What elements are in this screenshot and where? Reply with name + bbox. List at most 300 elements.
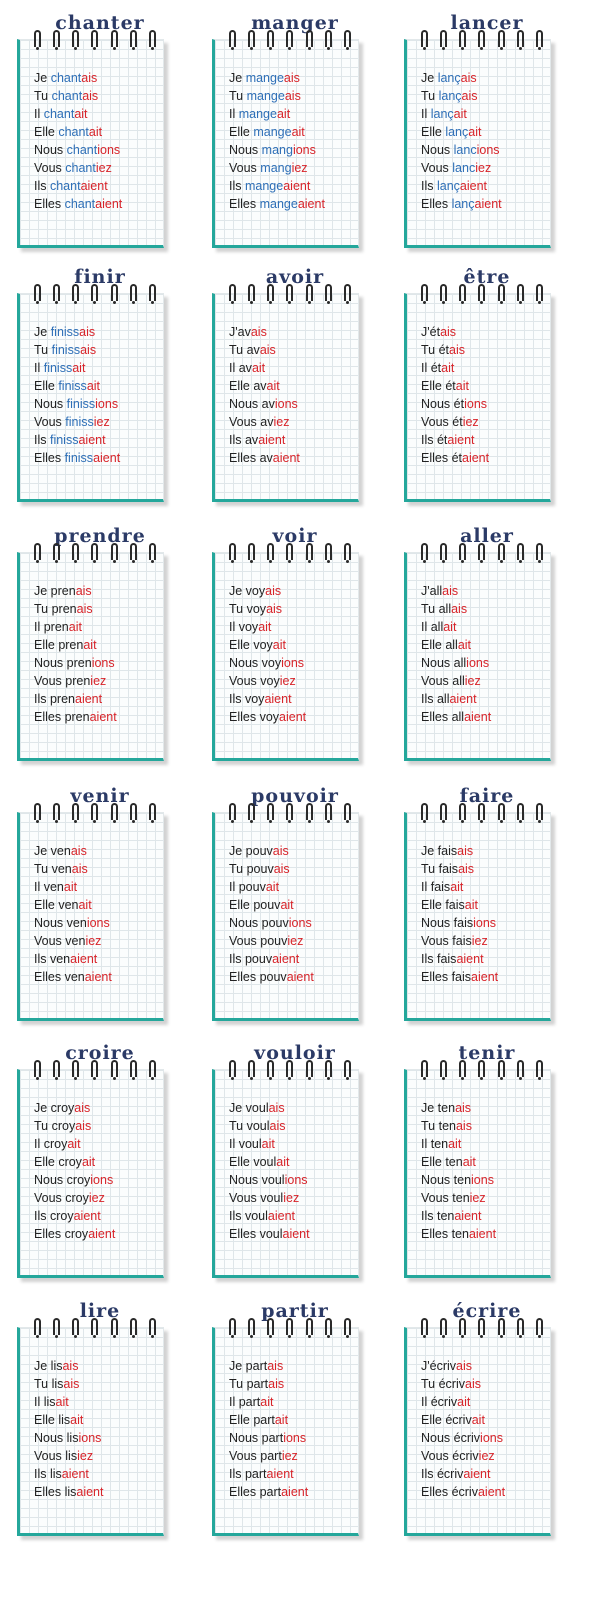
spiral-rings (229, 284, 351, 304)
conjugation-line (229, 1225, 310, 1243)
pronoun-stem: Tu ten (421, 1119, 456, 1133)
spiral-rings (229, 1060, 351, 1080)
verb-ending: ait (274, 1413, 289, 1427)
verb-ending: ais (272, 844, 289, 858)
spiral-ring-icon (325, 284, 332, 301)
conjugation-line (34, 932, 112, 950)
spiral-ring-icon (91, 1060, 98, 1077)
notebook-page (212, 1327, 359, 1536)
verb-ending: ait (464, 898, 478, 912)
conjugation-line (229, 1171, 310, 1189)
conjugation-line (421, 932, 498, 950)
spiral-ring-icon (517, 1060, 524, 1077)
conjugation-line (421, 1189, 496, 1207)
conjugation-line (229, 878, 314, 896)
conjugation-line (34, 177, 122, 195)
pronoun-stem: Tu all (421, 602, 452, 616)
pronoun-stem: Nous pren (34, 656, 92, 670)
conjugation-line (421, 1207, 496, 1225)
conjugation-line (421, 359, 489, 377)
pronoun-stem: Il croy (34, 1137, 68, 1151)
conjugation-line (229, 654, 306, 672)
conjugation-list (229, 69, 325, 213)
conjugation-line (34, 395, 120, 413)
pronoun-stem: Je voy (229, 584, 266, 598)
conjugation-line (229, 1117, 310, 1135)
verb-ending: ions (86, 916, 110, 930)
spiral-ring-icon (325, 803, 332, 820)
conjugation-line (34, 878, 112, 896)
verb-ending: aient (468, 1227, 497, 1241)
spiral-rings (34, 803, 156, 823)
spiral-ring-icon (149, 1318, 156, 1335)
conjugation-line (229, 159, 325, 177)
verb-ending: ais (268, 1377, 285, 1391)
spiral-ring-icon (149, 543, 156, 560)
conjugation-line (229, 1153, 310, 1171)
pronoun-stem: Elle ten (421, 1155, 463, 1169)
spiral-ring-icon (459, 30, 466, 47)
conjugation-line (421, 341, 489, 359)
verb-ending: aient (258, 433, 286, 447)
spiral-ring-icon (53, 284, 60, 301)
conjugation-line (34, 914, 112, 932)
verb-title: écrire (452, 1300, 522, 1322)
pronoun-stem: Elle ét (421, 379, 456, 393)
verb-card-11 (392, 785, 582, 1048)
verb-stem: chant (64, 197, 96, 211)
verb-ending: ais (265, 584, 282, 598)
pronoun-stem: Nous all (421, 656, 467, 670)
conjugation-line (229, 1429, 308, 1447)
conjugation-line (34, 690, 117, 708)
verb-ending: ions (466, 656, 490, 670)
spiral-ring-icon (267, 30, 274, 47)
verb-ending: aient (95, 197, 123, 211)
conjugation-line (229, 968, 314, 986)
verb-ending: ait (258, 620, 272, 634)
verb-ending: ait (266, 379, 280, 393)
conjugation-list (229, 1099, 310, 1243)
pronoun-stem: Elles croy (34, 1227, 89, 1241)
pronoun-stem: Elles pouv (229, 970, 287, 984)
pronoun-stem: Vous pouv (229, 934, 288, 948)
pronoun-stem: Vous voul (229, 1191, 284, 1205)
verb-card-3 (5, 266, 195, 529)
spiral-ring-icon (53, 30, 60, 47)
conjugation-line (34, 1429, 103, 1447)
conjugation-line (34, 1393, 103, 1411)
pronoun-stem: Elles (229, 197, 260, 211)
conjugation-line (229, 1099, 310, 1117)
conjugation-line (421, 600, 491, 618)
verb-ending: ait (67, 1137, 81, 1151)
verb-ending: iez (469, 1191, 486, 1205)
pronoun-stem: Ils lis (34, 1467, 62, 1481)
verb-ending: iez (478, 1449, 495, 1463)
conjugation-line (421, 323, 489, 341)
verb-stem: lanc (453, 143, 477, 157)
spiral-ring-icon (53, 543, 60, 560)
verb-stem: mange (259, 197, 298, 211)
verb-ending: ais (75, 1119, 92, 1133)
notebook-page (17, 812, 164, 1021)
conjugation-line (229, 395, 300, 413)
pronoun-stem: Vous pren (34, 674, 91, 688)
spiral-ring-icon (130, 543, 137, 560)
spiral-ring-icon (111, 803, 118, 820)
conjugation-list (34, 582, 117, 726)
pronoun-stem: Il voy (229, 620, 259, 634)
pronoun-stem: Je fais (421, 844, 458, 858)
conjugation-line (34, 842, 112, 860)
verb-ending: aient (76, 1485, 104, 1499)
spiral-ring-icon (536, 803, 543, 820)
pronoun-stem: Nous (421, 143, 454, 157)
verb-stem: finiss (49, 433, 79, 447)
spiral-ring-icon (344, 30, 351, 47)
verb-ending: aient (471, 970, 499, 984)
verb-title: lire (79, 1300, 121, 1322)
pronoun-stem: Elles (34, 197, 65, 211)
conjugation-line (34, 896, 112, 914)
verb-ending: ais (268, 1101, 285, 1115)
conjugation-list (421, 1357, 505, 1501)
verb-card-15 (5, 1300, 195, 1563)
spiral-ring-icon (498, 803, 505, 820)
spiral-ring-icon (149, 30, 156, 47)
spiral-ring-icon (440, 803, 447, 820)
pronoun-stem: Elles av (229, 451, 273, 465)
pronoun-stem: Elle all (421, 638, 458, 652)
spiral-ring-icon (72, 284, 79, 301)
spiral-ring-icon (344, 1318, 351, 1335)
pronoun-stem: Elle part (229, 1413, 275, 1427)
pronoun-stem: Ils fais (421, 952, 457, 966)
conjugation-line (34, 141, 122, 159)
conjugation-line (229, 449, 300, 467)
spiral-ring-icon (459, 1318, 466, 1335)
pronoun-stem: Elle av (229, 379, 267, 393)
spiral-ring-icon (53, 1318, 60, 1335)
spiral-rings (421, 30, 543, 50)
spiral-ring-icon (517, 1318, 524, 1335)
verb-ending: aient (75, 692, 103, 706)
verb-stem: lanç (430, 107, 454, 121)
verb-ending: ions (91, 656, 115, 670)
spiral-ring-icon (248, 284, 255, 301)
notebook-page (212, 39, 359, 248)
spiral-ring-icon (498, 30, 505, 47)
spiral-ring-icon (517, 543, 524, 560)
verb-ending: iez (88, 1191, 105, 1205)
pronoun-stem: Nous (34, 143, 67, 157)
spiral-ring-icon (421, 803, 428, 820)
verb-ending: ait (261, 1137, 275, 1151)
pronoun-stem: Il all (421, 620, 444, 634)
conjugation-line (34, 449, 120, 467)
pronoun-stem: Il pren (34, 620, 69, 634)
notebook-page (404, 39, 551, 248)
spiral-rings (34, 1318, 156, 1338)
conjugation-line (421, 1135, 496, 1153)
notebook-page (17, 1069, 164, 1278)
verb-ending: aient (474, 197, 502, 211)
verb-stem: mange (245, 71, 284, 85)
verb-title: lancer (450, 12, 524, 34)
verb-ending: ait (55, 1395, 69, 1409)
conjugation-line (229, 69, 325, 87)
verb-title: être (463, 266, 511, 288)
spiral-ring-icon (344, 543, 351, 560)
pronoun-stem: J'ét (421, 325, 441, 339)
pronoun-stem: Elles (34, 451, 65, 465)
notebook-page (404, 552, 551, 761)
pronoun-stem: Elle lis (34, 1413, 71, 1427)
pronoun-stem: Elle croy (34, 1155, 82, 1169)
conjugation-line (421, 159, 502, 177)
conjugation-line (34, 1357, 103, 1375)
verb-stem: lanç (436, 179, 460, 193)
conjugation-line (229, 195, 325, 213)
spiral-ring-icon (229, 1060, 236, 1077)
pronoun-stem: Vous ten (421, 1191, 470, 1205)
pronoun-stem: Elle (34, 379, 59, 393)
pronoun-stem: Elles ét (421, 451, 462, 465)
pronoun-stem: Nous ét (421, 397, 465, 411)
verb-ending: aient (286, 970, 314, 984)
pronoun-stem: Nous fais (421, 916, 474, 930)
pronoun-stem: Il pouv (229, 880, 266, 894)
pronoun-stem: Vous lis (34, 1449, 78, 1463)
conjugation-line (421, 1483, 505, 1501)
verb-ending: aient (297, 197, 325, 211)
pronoun-stem: Tu voy (229, 602, 267, 616)
verb-stem: chant (51, 89, 83, 103)
spiral-ring-icon (72, 803, 79, 820)
pronoun-stem: Je ten (421, 1101, 456, 1115)
verb-ending: aient (283, 179, 311, 193)
pronoun-stem: Ils (229, 179, 245, 193)
spiral-ring-icon (130, 284, 137, 301)
spiral-ring-icon (111, 1318, 118, 1335)
spiral-ring-icon (229, 30, 236, 47)
conjugation-list (34, 323, 120, 467)
spiral-ring-icon (421, 1060, 428, 1077)
conjugation-list (34, 842, 112, 986)
conjugation-line (34, 950, 112, 968)
verb-ending: ais (455, 1101, 472, 1115)
conjugation-line (34, 1207, 115, 1225)
conjugation-line (34, 1117, 115, 1135)
spiral-ring-icon (536, 284, 543, 301)
spiral-ring-icon (478, 1060, 485, 1077)
verb-card-8 (392, 525, 582, 788)
verb-card-9 (5, 785, 195, 1048)
spiral-ring-icon (248, 803, 255, 820)
verb-ending: ais (82, 89, 99, 103)
conjugation-line (421, 87, 502, 105)
spiral-ring-icon (306, 30, 313, 47)
verb-ending: ions (274, 397, 298, 411)
verb-ending: ions (95, 397, 119, 411)
verb-ending: ais (79, 325, 96, 339)
pronoun-stem: Ils all (421, 692, 450, 706)
spiral-ring-icon (229, 284, 236, 301)
spiral-ring-icon (130, 803, 137, 820)
conjugation-line (229, 1189, 310, 1207)
pronoun-stem: Ils ten (421, 1209, 455, 1223)
pronoun-stem: Il (421, 107, 431, 121)
conjugation-line (421, 708, 491, 726)
conjugation-line (421, 105, 502, 123)
conjugation-line (34, 195, 122, 213)
verb-card-6 (5, 525, 195, 788)
conjugation-line (229, 1357, 308, 1375)
spiral-ring-icon (53, 803, 60, 820)
verb-ending: ait (468, 125, 482, 139)
spiral-ring-icon (344, 803, 351, 820)
spiral-ring-icon (498, 1060, 505, 1077)
pronoun-stem: Ils voul (229, 1209, 268, 1223)
verb-ending: iez (85, 934, 102, 948)
conjugation-line (34, 323, 120, 341)
notebook-page (212, 293, 359, 502)
verb-ending: ais (250, 325, 267, 339)
verb-ending: ais (267, 1359, 284, 1373)
spiral-ring-icon (91, 543, 98, 560)
spiral-ring-icon (111, 284, 118, 301)
spiral-rings (229, 803, 351, 823)
verb-card-14 (392, 1042, 582, 1305)
spiral-ring-icon (306, 284, 313, 301)
pronoun-stem: Ils pren (34, 692, 75, 706)
verb-stem: lanç (438, 89, 462, 103)
verb-card-5 (392, 266, 582, 529)
spiral-ring-icon (421, 30, 428, 47)
verb-title: voir (272, 525, 318, 547)
conjugation-list (229, 842, 314, 986)
pronoun-stem: Ils (34, 179, 50, 193)
pronoun-stem: Je pouv (229, 844, 273, 858)
pronoun-stem: Tu voul (229, 1119, 270, 1133)
conjugation-line (421, 860, 498, 878)
conjugation-line (34, 1483, 103, 1501)
verb-ending: ais (449, 343, 466, 357)
verb-ending: ait (457, 638, 472, 652)
verb-ending: ions (283, 1431, 307, 1445)
verb-ending: ais (465, 1377, 481, 1391)
verb-ending: ait (453, 107, 467, 121)
pronoun-stem: Il (34, 107, 44, 121)
pronoun-stem: Elle (421, 125, 446, 139)
conjugation-line (34, 87, 122, 105)
pronoun-stem: Tu ét (421, 343, 450, 357)
spiral-ring-icon (306, 543, 313, 560)
verb-ending: ais (75, 584, 92, 598)
conjugation-line (229, 1411, 308, 1429)
verb-stem: finiss (66, 397, 96, 411)
verb-stem: mang (260, 161, 292, 175)
conjugation-line (229, 672, 306, 690)
spiral-ring-icon (248, 1060, 255, 1077)
notebook-page (212, 812, 359, 1021)
pronoun-stem: Il écriv (421, 1395, 458, 1409)
verb-ending: iez (281, 1449, 298, 1463)
pronoun-stem: Elle fais (421, 898, 465, 912)
conjugation-line (229, 359, 300, 377)
conjugation-line (421, 896, 498, 914)
conjugation-line (229, 1483, 308, 1501)
verb-ending: aient (88, 1227, 116, 1241)
verb-ending: aient (279, 710, 307, 724)
spiral-ring-icon (229, 543, 236, 560)
conjugation-line (229, 842, 314, 860)
verb-stem: chant (43, 107, 75, 121)
pronoun-stem: Vous (229, 161, 261, 175)
verb-ending: ait (276, 107, 291, 121)
spiral-ring-icon (478, 1318, 485, 1335)
spiral-ring-icon (536, 543, 543, 560)
conjugation-line (421, 950, 498, 968)
verb-title: venir (70, 785, 130, 807)
verb-ending: ais (456, 1359, 473, 1373)
notebook-page (212, 552, 359, 761)
verb-ending: aient (89, 710, 117, 724)
pronoun-stem: Elles fais (421, 970, 472, 984)
conjugation-line (421, 1447, 505, 1465)
conjugation-line (229, 177, 325, 195)
pronoun-stem: Nous voy (229, 656, 282, 670)
spiral-ring-icon (34, 543, 41, 560)
spiral-ring-icon (459, 803, 466, 820)
pronoun-stem: Elles part (229, 1485, 282, 1499)
spiral-ring-icon (72, 1060, 79, 1077)
pronoun-stem: Nous ten (421, 1173, 472, 1187)
verb-ending: ait (441, 361, 455, 375)
verb-ending: iez (464, 674, 481, 688)
spiral-ring-icon (34, 803, 41, 820)
conjugation-line (229, 860, 314, 878)
verb-card-2 (392, 12, 582, 275)
pronoun-stem: Elles all (421, 710, 465, 724)
verb-ending: aient (272, 451, 300, 465)
conjugation-line (421, 1429, 505, 1447)
pronoun-stem: Ils écriv (421, 1467, 464, 1481)
conjugation-line (229, 708, 306, 726)
spiral-ring-icon (325, 1318, 332, 1335)
verb-ending: ais (455, 1119, 472, 1133)
spiral-ring-icon (478, 543, 485, 560)
verb-ending: ait (443, 620, 457, 634)
spiral-ring-icon (248, 543, 255, 560)
conjugation-line (229, 1135, 310, 1153)
verb-title: faire (459, 785, 515, 807)
verb-ending: iez (475, 161, 492, 175)
verb-ending: ait (88, 125, 103, 139)
verb-ending: ions (90, 1173, 114, 1187)
conjugation-line (34, 1225, 115, 1243)
conjugation-line (229, 932, 314, 950)
conjugation-line (421, 690, 491, 708)
verb-title: vouloir (254, 1042, 336, 1064)
spiral-ring-icon (306, 1318, 313, 1335)
notebook-page (404, 293, 551, 502)
verb-ending: aient (61, 1467, 89, 1481)
pronoun-stem: Elles écriv (421, 1485, 478, 1499)
spiral-ring-icon (72, 1318, 79, 1335)
spiral-ring-icon (34, 30, 41, 47)
